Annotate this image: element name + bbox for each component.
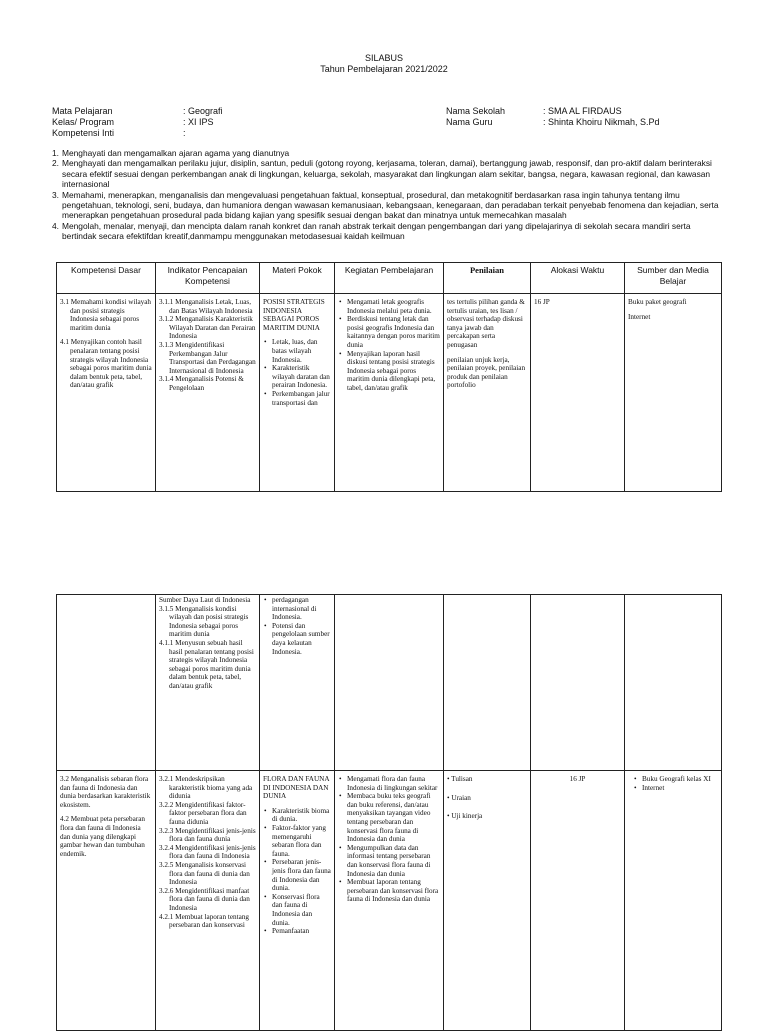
core-competence-item [52,190,720,221]
meta-label-teacher: Nama Guru [446,117,493,127]
penilaian-text: tes tertulis pilihan ganda & tertulis uraian, tes lisan / observasi terhadap diskusi tanya jawab dan percakapan serta penugasan [447,298,525,349]
alokasi-value: 16 JP [534,298,550,306]
meta-value-subject: : Geografi [183,106,223,116]
sumber-item: • Buku Geografi kelas XI [633,775,718,784]
cell-penilaian [444,595,531,771]
cell-alokasi-waktu [531,771,625,1031]
header-alokasi-waktu: Alokasi Waktu [531,263,625,294]
alokasi-value: 16 JP [569,775,586,783]
cell-kegiatan [335,771,444,1031]
ipk-item: 4.1.1 Menyusun sebuah hasil hasil penalaran tentang posisi strategis wilayah Indonesia sebagai poros maritim dunia dalam bentuk peta, tabel, dan/atau grafik [159,638,254,690]
materi-item: • Karakteristik wilayah daratan dan perairan Indonesia. [263,364,331,390]
cell-alokasi-waktu [531,595,625,771]
ipk-item: 3.2.5 Menganalisis konservasi flora dan fauna di dunia dan Indonesia [159,860,250,887]
cell-materi-pokok [260,294,335,492]
kegiatan-item: • Membuat laporan tentang persebaran dan konservasi flora fauna di Indonesia dan dunia [338,878,440,904]
cell-alokasi-waktu [531,294,625,492]
kd-4-1: 4.1 Menyajikan contoh hasil penalaran tentang posisi strategis wilayah Indonesia sebagai poros maritim dunia dalam bentuk peta, tabel, dan/atau grafik [60,338,152,390]
meta-label-subject: Mata Pelajaran [52,106,113,116]
ipk-item: 3.2.6 Mengidentifikasi manfaat flora dan fauna di dunia dan Indonesia [159,886,250,912]
cell-penilaian [444,294,531,492]
cell-kompetensi-dasar [57,771,156,1031]
ki-number: 1. [52,148,59,158]
materi-item: • Karakteristik bioma di dunia. [263,807,331,824]
header-materi-pokok: Materi Pokok [260,263,335,294]
header-kompetensi-dasar: Kompetensi Dasar [57,263,156,294]
ipk-item: 3.1.5 Menganalisis kondisi wilayah dan posisi strategis Indonesia sebagai poros maritim dunia [159,604,249,639]
ki-text: Menghayati dan mengamalkan perilaku jujur, disiplin, santun, peduli (gotong royong, kerjasama, toleran, damai), bertanggung jawab, responsif, dan pro-aktif dalam berinteraksi secara efektif sesuai dengan perkembangan anak di lingkungan, keluarga, sekolah, masyarakat dan lingkungan alam sekitar, bangsa, negara, kawasan regional, dan kawasan internasional [62,158,712,190]
meta-label-class: Kelas/ Program [52,117,115,127]
cell-sumber [625,595,722,771]
cell-sumber [625,294,722,492]
materi-item: • Konservasi flora dan fauna di Indonesia dan dunia. [263,893,331,927]
meta-label-core-competence: Kompetensi Inti [52,128,115,138]
kegiatan-item: • Membaca buku teks geografi dan buku referensi, dan/atau menyaksikan tayangan video tentang persebaran dan konservasi flora fauna di Indonesia dan dunia [338,792,440,844]
materi-item: • Persebaran jenis-jenis flora dan fauna di Indonesia dan dunia. [263,858,331,892]
meta-value-teacher: : Shinta Khoiru Nikmah, S.Pd [543,117,660,127]
core-competence-item [52,148,720,158]
sumber-item: Internet [628,312,651,321]
ipk-item: 3.1.3 Mengidentifikasi Perkembangan Jalur Transportasi dan Perdagangan Internasional di Indonesia [159,340,256,375]
syllabus-table-2 [56,594,722,1031]
materi-item: • Potensi dan pengelolaan sumber daya kelautan Indonesia. [263,622,331,656]
kegiatan-item: • Mengumpulkan data dan informasi tentang persebaran dan konservasi flora fauna di Indonesia dan dunia [338,844,440,878]
ipk-item: 3.2.2 Mengidentifikasi faktor- faktor persebaran flora dan fauna didunia [159,800,247,826]
penilaian-item: • Uji kinerja [447,812,483,821]
cell-sumber [625,771,722,1031]
meta-label-school: Nama Sekolah [446,106,506,116]
sumber-item: Buku paket geografi [628,298,687,306]
ki-number: 2. [52,158,59,169]
cell-indikator [156,771,260,1031]
penilaian-item: • Uraian [447,793,471,802]
ki-number: 4. [52,220,59,231]
core-competence-item [52,221,720,242]
sumber-item: • Internet [633,784,718,793]
ki-text: Memahami, menerapkan, menganalisis dan mengevaluasi pengetahuan faktual, konseptual, prosedural, dan metakognitif berdasarkan rasa ingin tahunya tentang ilmu pengetahuan, teknologi, seni, budaya, dan humaniora dengan wawasan kemanusiaan, kebangsaan, kenegaraan, dan peradaban terkait penyebab fenomena dan kejadian, serta menerapkan pengetahuan prosedural pada bidang kajian yang spesifik sesuai dengan bakat dan minatnya untuk memecahkan masalah [62,189,719,221]
ipk-item: 3.2.1 Mendeskripsikan karakteristik bioma yang ada didunia [159,775,253,801]
kd-4-2: 4.2 Membuat peta persebaran flora dan fauna di Indonesia dan dunia yang dilengkapi gambar hewan dan tumbuhan endemik. [60,815,146,858]
materi-item: • perdagangan internasional di Indonesia. [263,596,331,622]
ipk-item: Sumber Daya Laut di Indonesia [159,596,251,604]
kegiatan-item: • Berdiskusi tentang letak dan posisi geografis Indonesia dan kaitannya dengan poros maritim dunia [338,315,440,349]
document-title: SILABUS [364,53,404,63]
header-kegiatan: Kegiatan Pembelajaran [335,263,444,294]
ipk-item: 3.1.1 Menganalisis Letak, Luas, dan Batas Wilayah Indonesia [159,298,253,315]
cell-kompetensi-dasar [57,595,156,771]
ki-text: Menghayati dan mengamalkan ajaran agama yang dianutnya [62,148,290,158]
kegiatan-item: • Mengamati flora dan fauna Indonesia di lingkungan sekitar [338,775,440,792]
kegiatan-item: • Menyajikan laporan hasil diskusi tentang posisi strategis Indonesia sebagai poros maritim dunia dilengkapi peta, tabel, dan/atau grafik [338,350,440,393]
materi-item: • Letak, luas, dan batas wilayah Indonesia. [263,338,331,364]
meta-value-school: : SMA AL FIRDAUS [543,106,622,116]
materi-item: • Perkembangan jalur transportasi dan [263,390,331,407]
penilaian-item: • Tulisan [447,775,473,783]
ipk-item: 3.1.2 Menganalisis Karakteristik Wilayah Daratan dan Perairan Indonesia [159,315,256,341]
cell-indikator [156,294,260,492]
syllabus-table-1 [56,262,722,492]
materi-item: • Pemanfaatan [263,927,331,936]
ipk-item: 3.2.3 Mengidentifikasi jenis-jenis flora dan fauna dunia [159,826,256,844]
cell-kompetensi-dasar [57,294,156,492]
cell-materi-pokok [260,771,335,1031]
penilaian-text: penilaian unjuk kerja, penilaian proyek, penilaian produk dan penilaian portofolio [447,355,526,390]
header-penilaian: Penilaian [444,263,531,294]
meta-value-class: : XI IPS [183,117,214,127]
materi-item: • Faktor-faktor yang memengaruhi sebaran flora dan fauna. [263,824,331,858]
core-competence-item [52,158,720,189]
cell-kegiatan [335,595,444,771]
ipk-item: 4.2.1 Membuat laporan tentang persebaran dan konservasi [159,912,250,930]
core-competence-list [52,148,720,242]
ki-text: Mengolah, menalar, menyaji, dan mencipta dalam ranah konkret dan ranah abstrak terkait dengan pengembangan dari yang dipelajarinya di sekolah secara mandiri serta bertindak secara efektifdan kreatif,danmampu menggunakan metodasesuai kaidah keilmuan [62,220,691,242]
cell-indikator [156,595,260,771]
header-indikator: Indikator Pencapaian Kompetensi [156,263,260,294]
cell-materi-pokok [260,595,335,771]
ki-number: 3. [52,189,59,200]
cell-kegiatan [335,294,444,492]
materi-title: POSISI STRATEGIS INDONESIA SEBAGAI POROS MARITIM DUNIA [263,298,325,332]
header-sumber: Sumber dan Media Belajar [625,263,722,294]
meta-value-core-competence: : [183,128,186,138]
cell-penilaian [444,771,531,1031]
kd-3-2: 3.2 Menganalisis sebaran flora dan fauna di Indonesia dan dunia berdasarkan karakteristik ekosistem. [60,775,151,809]
kd-3-1: 3.1 Memahami kondisi wilayah dan posisi strategis Indonesia sebagai poros maritim dunia [60,298,152,332]
kegiatan-item: • Mengamati letak geografis Indonesia melalui peta dunia. [338,298,440,315]
ipk-item: 3.1.4 Menganalisis Potensi & Pengelolaan [159,375,244,392]
academic-year: Tahun Pembelajaran 2021/2022 [320,64,448,74]
materi-title: FLORA DAN FAUNA DI INDONESIA DAN DUNIA [263,775,330,801]
ipk-item: 3.2.4 Mengidentifikasi jenis-jenis flora dan fauna di Indonesia [159,843,256,861]
